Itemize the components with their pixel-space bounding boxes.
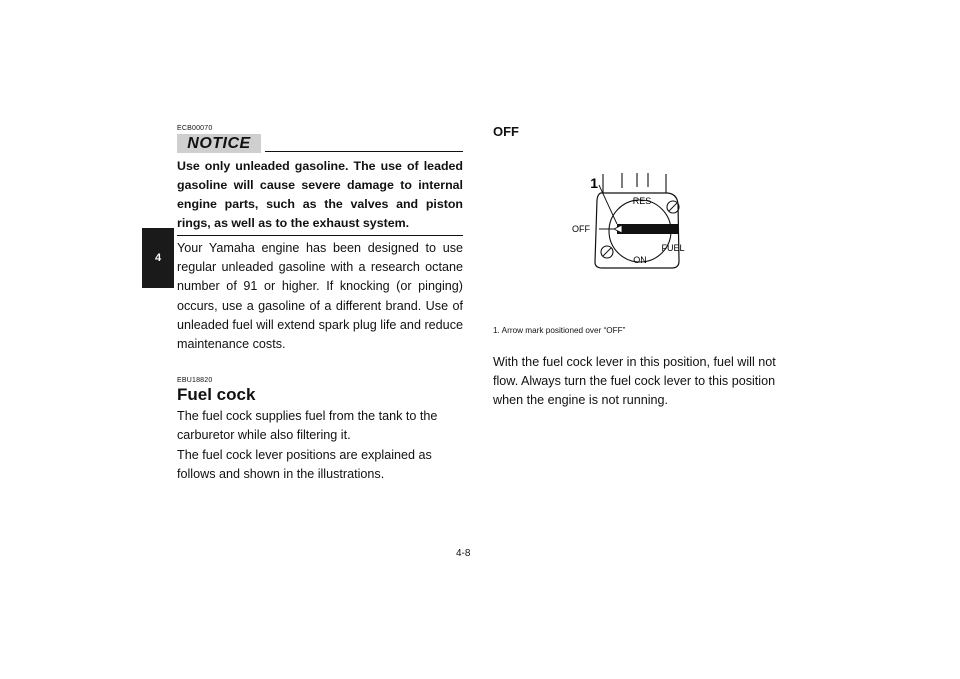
notice-text: Use only unleaded gasoline. The use of leaded gasoline will cause severe damage to internal engine parts, such as the valves and piston rings, as well as to the exhaust system. bbox=[177, 159, 463, 230]
notice-header bbox=[177, 134, 463, 154]
chapter-tab-number: 4 bbox=[154, 252, 162, 264]
chapter-tab bbox=[142, 228, 174, 288]
figure-caption: 1. Arrow mark positioned over “OFF” bbox=[493, 326, 626, 335]
octane-paragraph: Your Yamaha engine has been designed to use regular unleaded gasoline with a research octane number of 91 or higher. If knocking (or pinging) occurs, use a gasoline of a different brand. Use of unleaded fuel will extend spark plug life and reduce maintenance costs. bbox=[177, 241, 463, 352]
fuel-cock-paragraph: The fuel cock supplies fuel from the tank to the carburetor while also filtering it. The fuel cock lever positions are explained as follows and shown in the illustrations. bbox=[177, 409, 438, 481]
off-label: OFF bbox=[572, 224, 590, 234]
fuel-cock-lever bbox=[617, 224, 678, 234]
off-heading: OFF bbox=[493, 124, 519, 139]
off-paragraph: With the fuel cock lever in this position, fuel will not flow. Always turn the fuel cock lever to this position when the engine is not running. bbox=[493, 355, 776, 408]
notice-label: NOTICE bbox=[177, 134, 261, 153]
callout-number: 1 bbox=[590, 175, 598, 191]
on-label: ON bbox=[633, 255, 647, 265]
screw-slot bbox=[603, 248, 611, 256]
section-title: Fuel cock bbox=[177, 385, 256, 405]
section-code: EBU18820 bbox=[177, 377, 213, 385]
fuel-label: FUEL bbox=[661, 243, 685, 253]
notice-header-rule bbox=[265, 151, 463, 152]
left-column bbox=[177, 124, 463, 484]
notice-bottom-rule bbox=[177, 235, 463, 236]
res-label: RES bbox=[632, 196, 652, 206]
callout-leader-line bbox=[599, 185, 617, 224]
notice-code: ECB00070 bbox=[177, 125, 213, 132]
fuel-cock-off-diagram bbox=[562, 172, 692, 272]
page-number: 4-8 bbox=[456, 548, 471, 559]
right-column bbox=[493, 124, 783, 408]
screw-slot bbox=[669, 203, 677, 211]
